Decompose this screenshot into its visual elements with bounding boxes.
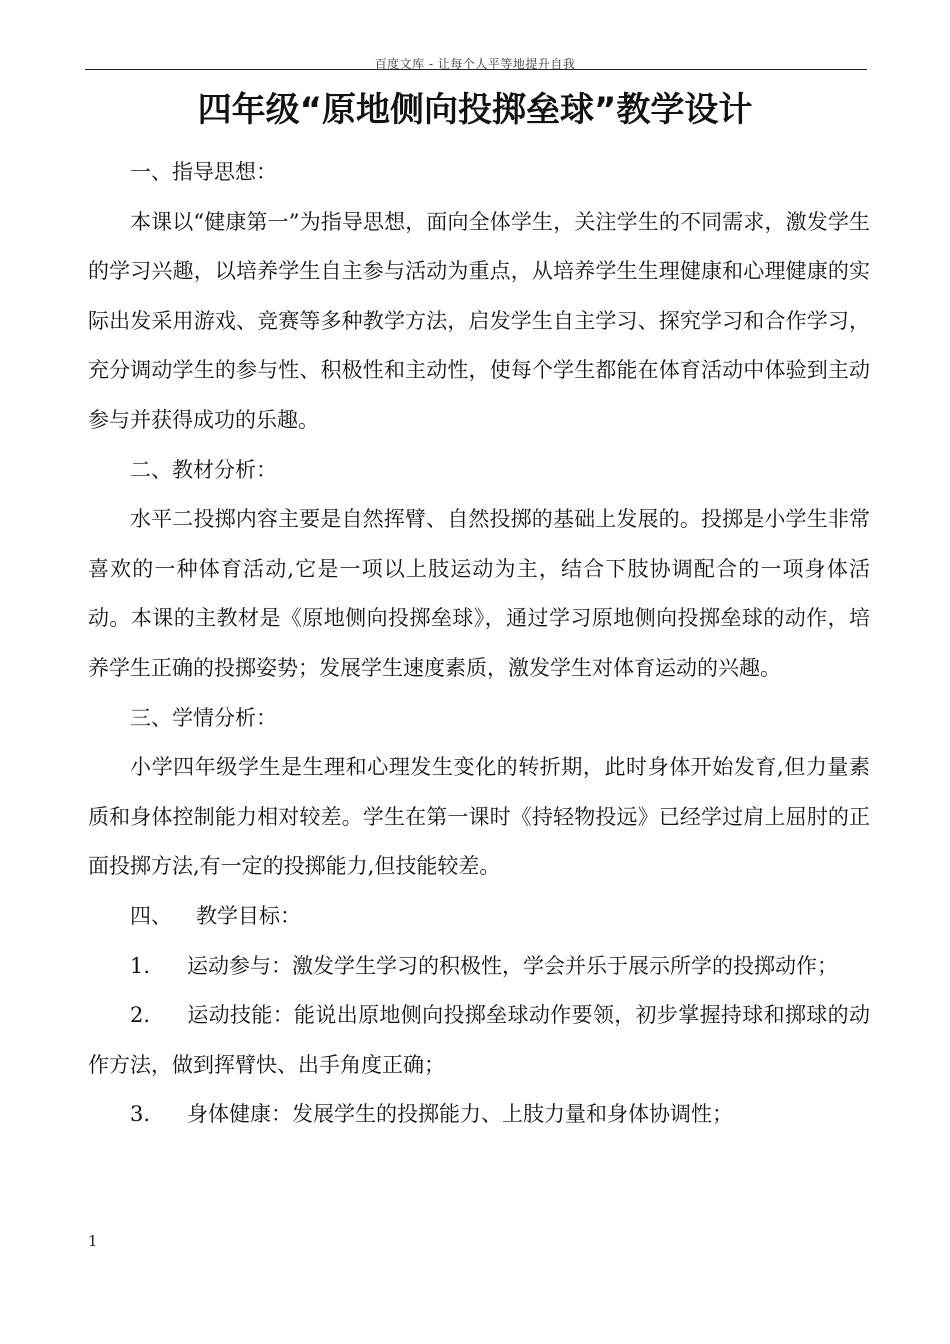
goal-item-text: 运动参与：激发学生学习的积极性，学会并乐于展示所学的投掷动作； [187, 953, 838, 978]
header-divider [85, 69, 867, 70]
section-heading-guide: 一、指导思想： [130, 160, 277, 184]
goal-item-text: 运动技能：能说出原地侧向投掷垒球动作要领，初步掌握持球和掷球的动作方法，做到挥臂快、出手角度正确； [88, 1003, 870, 1077]
section-paragraph-students: 小学四年级学生是生理和心理发生变化的转折期，此时身体开始发育,但力量素质和身体控制能力相对较差。学生在第一课时《持轻物投远》已经学过肩上屈肘的正面投掷方法,有一定的投掷能力,但技能较差。 [88, 755, 870, 879]
header-text: 百度文库 - 让每个人平等地提升自我 [374, 57, 576, 71]
section-heading-goals [88, 892, 870, 942]
section-paragraph-guide: 本课以“健康第一”为指导思想，面向全体学生，关注学生的不同需求，激发学生的学习兴趣，以培养学生自主参与活动为重点，从培养学生生理健康和心理健康的实际出发采用游戏、竞赛等多种教学方法，启发学生自主学习、探究学习和合作学习，充分调动学生的参与性、积极性和主动性，使每个学生都能在体育活动中体验到主动参与并获得成功的乐趣。 [88, 209, 870, 432]
document-body [88, 148, 870, 1140]
section-paragraph-material: 水平二投掷内容主要是自然挥臂、自然投掷的基础上发展的。投掷是小学生非常喜欢的一种体育活动,它是一项以上肢运动为主，结合下肢协调配合的一项身体活动。本课的主教材是《原地侧向投掷垒球》，通过学习原地侧向投掷垒球的动作，培养学生正确的投掷姿势；发展学生速度素质，激发学生对体育运动的兴趣。 [88, 507, 870, 680]
section-heading-students: 三、学情分析： [130, 705, 277, 730]
page-number: 1 [88, 1232, 98, 1250]
document-title: 四年级“原地侧向投掷垒球”教学设计 [197, 90, 753, 130]
goal-item [88, 942, 870, 992]
goal-item [88, 991, 870, 1090]
goal-item-text: 身体健康：发展学生的投掷能力、上肢力量和身体协调性； [187, 1102, 733, 1127]
goals-heading-number: 四、 [130, 903, 172, 928]
goal-item-number: 1. [130, 953, 151, 978]
goals-heading-text: 教学目标： [196, 903, 301, 928]
goal-item [88, 1090, 870, 1140]
goal-item-number: 2. [130, 1003, 151, 1028]
goal-item-number: 3. [130, 1102, 151, 1127]
section-heading-material: 二、教材分析： [130, 457, 277, 482]
